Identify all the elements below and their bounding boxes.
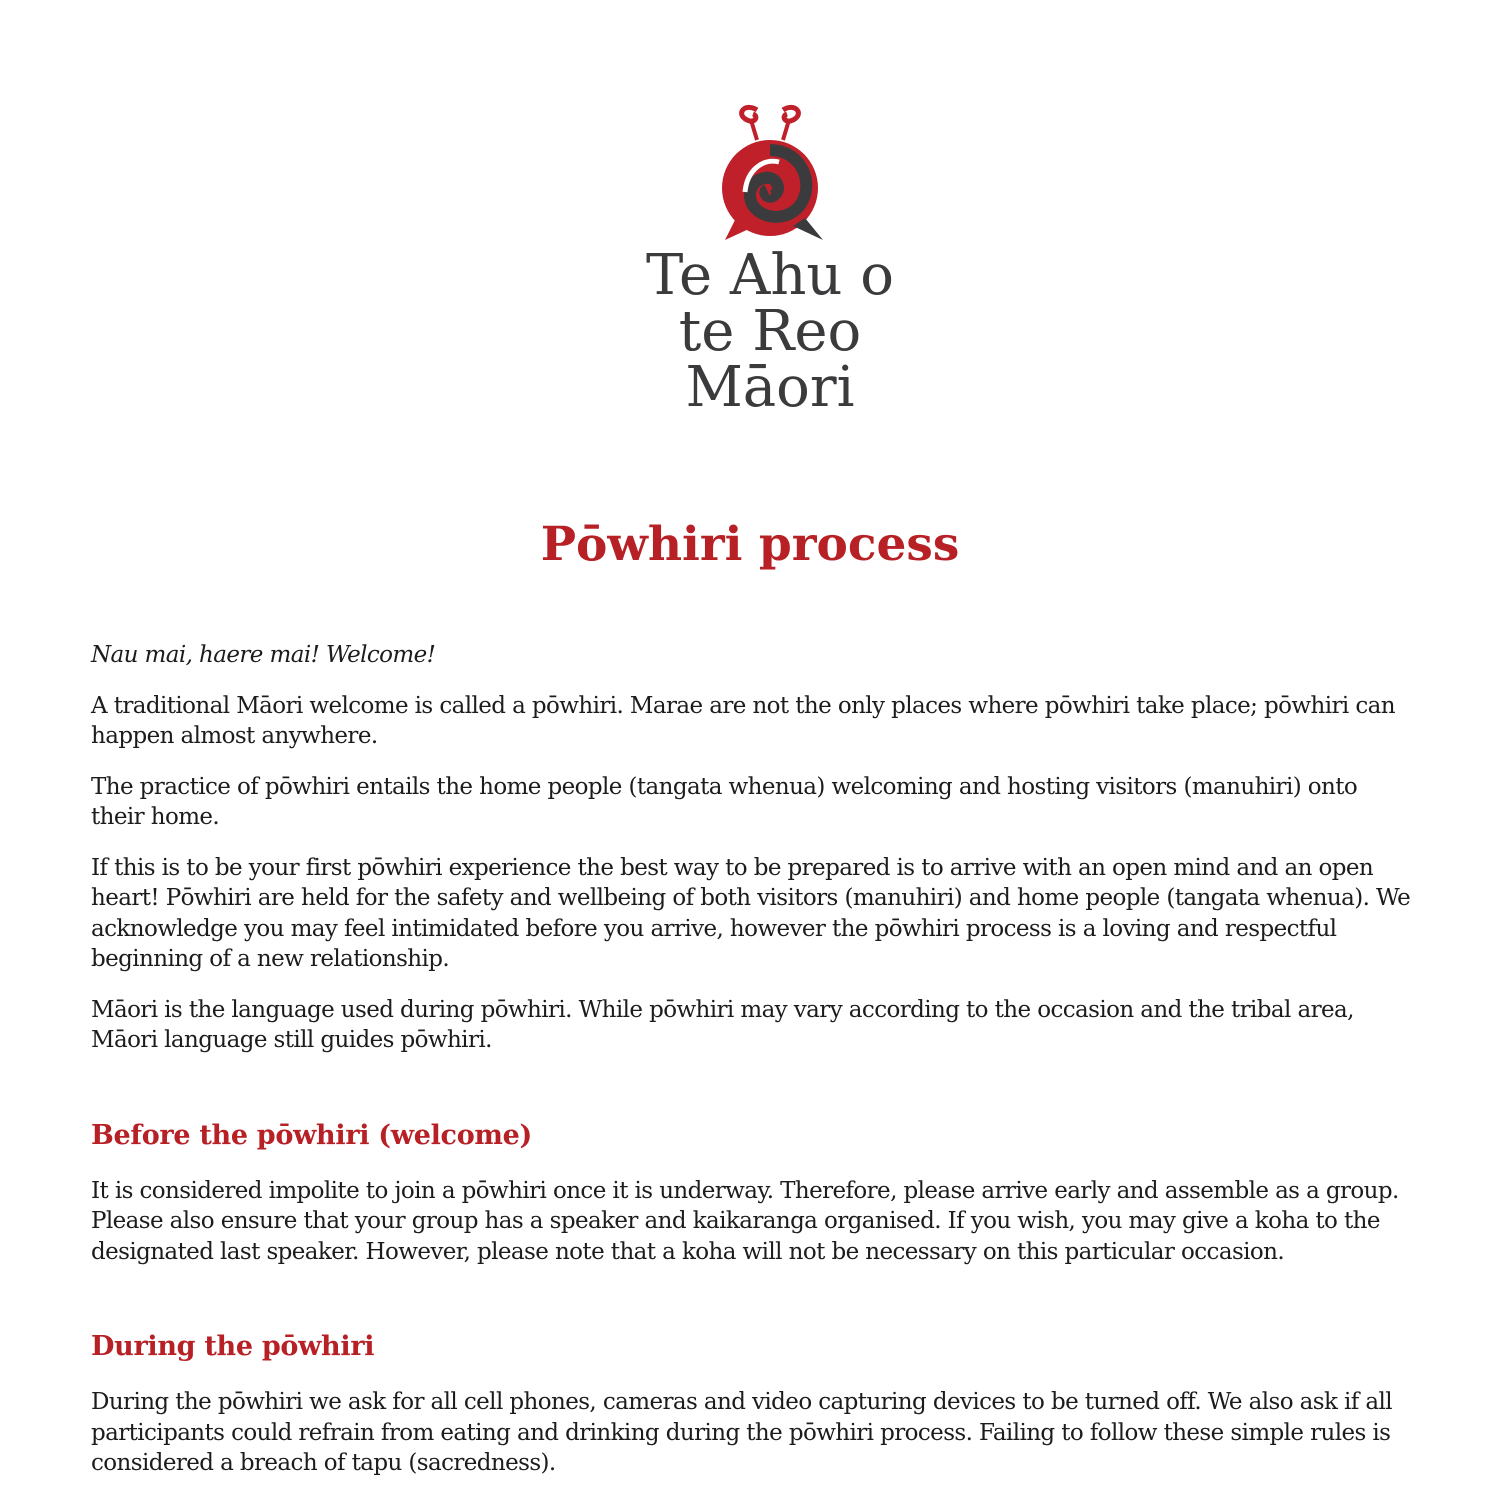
paragraph: Māori is the language used during pōwhiri. While pōwhiri may vary according to the occasion and the tribal area, Māori language still guides pōwhiri. [91,996,1354,1053]
logo-text-line-1: Te Ahu o [645,243,895,308]
page-title: Pōwhiri process [540,517,960,572]
koru-speech-bubble-icon [705,100,835,245]
document-body [91,640,1411,1499]
section-body-during: During the pōwhiri we ask for all cell phones, cameras and video capturing devices to be turned off. We also ask if all participants could refrain from eating and drinking during the pōwhiri process. Failing to follow these simple rules is considered a breach of tapu (sacredness). [91,1389,1393,1476]
intro-greeting: Nau mai, haere mai! Welcome! [91,642,436,668]
logo-text-line-2: te Reo Māori [678,299,862,420]
section-heading-during: During the pōwhiri [91,1331,375,1362]
section-heading-before: Before the pōwhiri (welcome) [91,1119,533,1151]
paragraph: A traditional Māori welcome is called a pōwhiri. Marae are not the only places where pōwhiri take place; pōwhiri can happen almost anywhere. [91,692,1395,749]
section-body-before: It is considered impolite to join a pōwhiri once it is underway. Therefore, please arrive early and assemble as a group. Please also ensure that your group has a speaker and kaikaranga organised. If you wish, you may give a koha to the designated last speaker. However, please note that a koha will not be necessary on this particular occasion. [91,1177,1399,1265]
paragraph: The practice of pōwhiri entails the home people (tangata whenua) welcoming and hosting visitors (manuhiri) onto their home. [91,773,1358,830]
logo [600,100,940,420]
paragraph: If this is to be your first pōwhiri experience the best way to be prepared is to arrive with an open mind and an open heart! Pōwhiri are held for the safety and wellbeing of both visitors (manuhiri) and home people (tangata whenua). We acknowledge you may feel intimidated before you arrive, however the pōwhiri process is a loving and respectful beginning of a new relationship. [91,854,1411,972]
